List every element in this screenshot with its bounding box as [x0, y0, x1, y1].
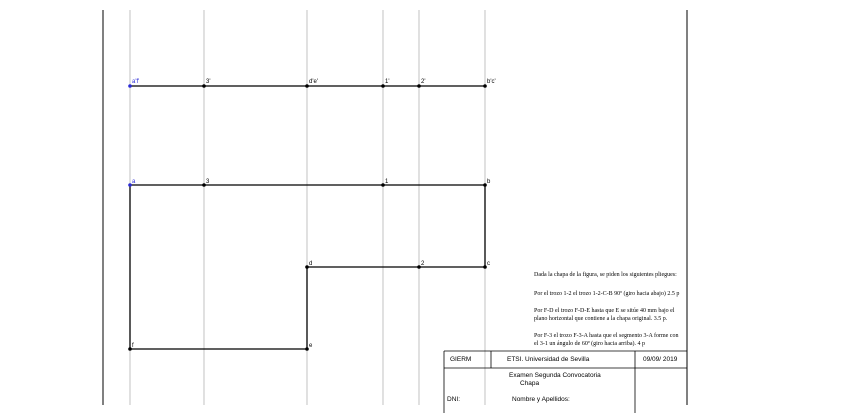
- title-block-date: 09/09/ 2019: [643, 356, 678, 363]
- title-block-name-label: Nombre y Apellidos:: [512, 396, 570, 403]
- label-1: 1: [385, 179, 389, 185]
- title-block-subject: Chapa: [520, 380, 540, 387]
- label-3: 3: [206, 179, 210, 185]
- label-c: c: [487, 261, 490, 267]
- title-block-school: ETSI. Universidad de Sevilla: [507, 356, 590, 363]
- label-2: 2: [421, 261, 425, 267]
- instruction-item-2: Por F-D el trozo F-D-E hasta que E se sitúe 40 mm bajo el plano horizontal que contiene a la chapa original. 3.5 p.: [534, 308, 675, 322]
- label-bc-prime: b'c': [487, 79, 496, 85]
- label-e: e: [309, 343, 313, 349]
- label-d: d: [309, 261, 313, 267]
- label-1-prime: 1': [385, 79, 390, 85]
- instruction-item-1: Por el trozo 1-2 el trozo 1-2-C-B 90º (giro hacia abajo) 2.5 p: [534, 291, 680, 297]
- title-block-dept: GIERM: [450, 356, 472, 363]
- label-3-prime: 3': [206, 79, 211, 85]
- label-af-prime: a'f': [132, 79, 140, 85]
- instructions-intro: Dada la chapa de la figura, se piden los siguientes pliegues:: [534, 272, 677, 278]
- label-de-prime: d'e': [309, 79, 318, 85]
- instruction-item-3: Por F-3 el trozo F-3-A hasta que el segmento 3-A forme con el 3-1 un ángulo de 60º (giro hacia arriba). 4 p: [534, 333, 679, 347]
- label-f: f: [132, 343, 134, 349]
- label-a: a: [132, 179, 136, 185]
- title-block-dni-label: DNI:: [447, 396, 460, 403]
- label-b: b: [487, 179, 491, 185]
- label-2-prime: 2': [421, 79, 426, 85]
- title-block-exam: Examen Segunda Convocatoria: [509, 372, 601, 379]
